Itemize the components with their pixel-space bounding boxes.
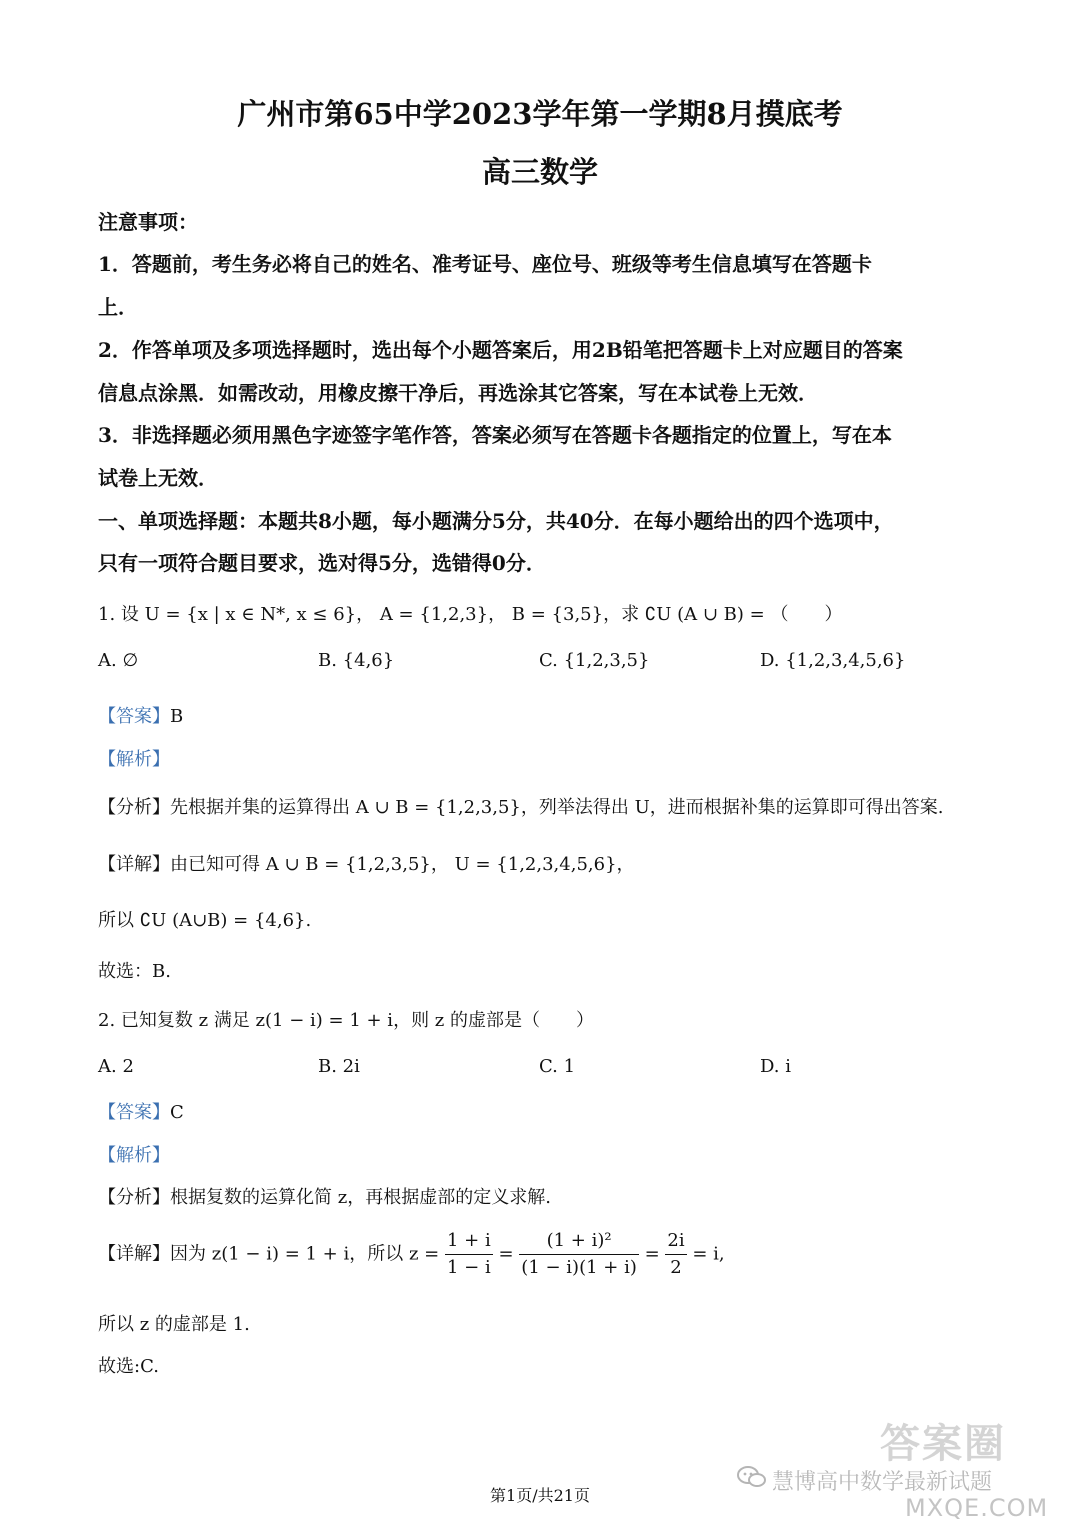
section-heading-1: 一、单项选择题：本题共8小题，每小题满分5分，共40分．在每小题给出的四个选项中， (98, 509, 894, 533)
q1-xiangjie-line (98, 850, 635, 876)
q2-fraction-1-numerator: 1 + i (445, 1228, 493, 1255)
q2-analysis-tag: 【解析】 (98, 1145, 170, 1166)
q2-fraction-3 (665, 1228, 686, 1281)
q1-option-a: A. ∅ (98, 650, 139, 671)
q1-suoyi: 所以 ∁U (A∪B) = {4,6}. (98, 910, 312, 931)
notice-item-2a: 2．作答单项及多项选择题时，选出每个小题答案后，用2B铅笔把答题卡上对应题目的答案 (98, 338, 903, 362)
q1-stem: 1. 设 U = {x | x ∈ N*, x ≤ 6}， A = {1,2,3}， B = {3,5}，求 ∁U (A ∪ B) = （ ） (98, 604, 843, 625)
q1-xiangjie-tag: 【详解】 (98, 854, 170, 875)
q1-fenxi-tag: 【分析】 (98, 797, 170, 818)
q2-result: = i, (692, 1243, 725, 1265)
q2-stem: 2. 已知复数 z 满足 z(1 − i) = 1 + i，则 z 的虚部是（ ） (98, 1010, 594, 1031)
q2-option-b: B. 2i (318, 1056, 360, 1077)
notice-item-3a: 3．非选择题必须用黑色字迹签字笔作答，答案必须写在答题卡各题指定的位置上，写在本 (98, 423, 892, 447)
notice-item-3b: 试卷上无效． (98, 466, 218, 490)
q2-fraction-2-denominator: (1 − i)(1 + i) (521, 1257, 637, 1278)
exam-subtitle: 高三数学 (481, 155, 598, 189)
q2-option-d: D. i (760, 1056, 791, 1077)
notice-item-2b: 信息点涂黑．如需改动，用橡皮擦干净后，再选涂其它答案，写在本试卷上无效． (98, 381, 818, 405)
q2-fenxi-line (98, 1183, 551, 1209)
q1-answer-line (98, 702, 183, 728)
notice-item-1b: 上． (98, 295, 138, 319)
equals-sign: = (498, 1243, 514, 1265)
watermark-logo: 答案圈 (880, 1421, 1006, 1467)
q1-answer: B (170, 706, 184, 727)
q2-suoyi: 所以 z 的虚部是 1. (98, 1314, 250, 1335)
q2-answer-line (98, 1098, 184, 1124)
q2-answer: C (170, 1102, 184, 1123)
q2-answer-tag: 【答案】 (98, 1102, 170, 1123)
q2-xiangjie-pre: 因为 z(1 − i) = 1 + i，所以 z = (170, 1243, 440, 1265)
notice-heading: 注意事项： (98, 210, 198, 234)
q1-option-d: D. {1,2,3,4,5,6} (760, 650, 906, 671)
watermark-site: MXQE.COM (905, 1494, 1049, 1522)
q1-xiangjie: 由已知可得 A ∪ B = {1,2,3,5}， U = {1,2,3,4,5,6}， (170, 854, 635, 875)
q2-option-a: A. 2 (98, 1056, 134, 1077)
q2-fraction-2-numerator: (1 + i)² (519, 1228, 639, 1255)
q2-fraction-3-denominator: 2 (670, 1257, 682, 1278)
equals-sign: = (644, 1243, 660, 1265)
q1-fenxi: 先根据并集的运算得出 A ∪ B = {1,2,3,5}，列举法得出 U，进而根据补集的运算即可得出答案. (170, 797, 944, 818)
q1-answer-tag: 【答案】 (98, 706, 170, 727)
section-heading-2: 只有一项符合题目要求，选对得5分，选错得0分． (98, 551, 546, 575)
q2-fenxi-tag: 【分析】 (98, 1187, 170, 1208)
q2-fraction-3-numerator: 2i (665, 1228, 686, 1255)
q2-xiangjie-line (98, 1228, 725, 1281)
page-number: 第1页/共21页 (490, 1486, 590, 1505)
q2-fenxi: 根据复数的运算化简 z，再根据虚部的定义求解. (170, 1187, 551, 1208)
exam-title: 广州市第65中学2023学年第一学期8月摸底考 (237, 97, 843, 131)
q2-option-c: C. 1 (539, 1056, 576, 1077)
notice-item-1a: 1．答题前，考生务必将自己的姓名、准考证号、座位号、班级等考生信息填写在答题卡 (98, 252, 872, 276)
q1-guxuan: 故选：B. (98, 961, 171, 982)
q2-fraction-1 (445, 1228, 493, 1281)
q1-option-b: B. {4,6} (318, 650, 395, 671)
q1-analysis-tag: 【解析】 (98, 749, 170, 770)
q1-fenxi-line (98, 793, 944, 819)
q1-option-c: C. {1,2,3,5} (539, 650, 650, 671)
q2-xiangjie-tag: 【详解】 (98, 1243, 170, 1265)
q2-fraction-2 (519, 1228, 639, 1281)
q2-fraction-1-denominator: 1 − i (447, 1257, 491, 1278)
watermark-wechat: 慧博高中数学最新试题 (772, 1470, 993, 1495)
q2-guxuan: 故选:C. (98, 1356, 159, 1377)
